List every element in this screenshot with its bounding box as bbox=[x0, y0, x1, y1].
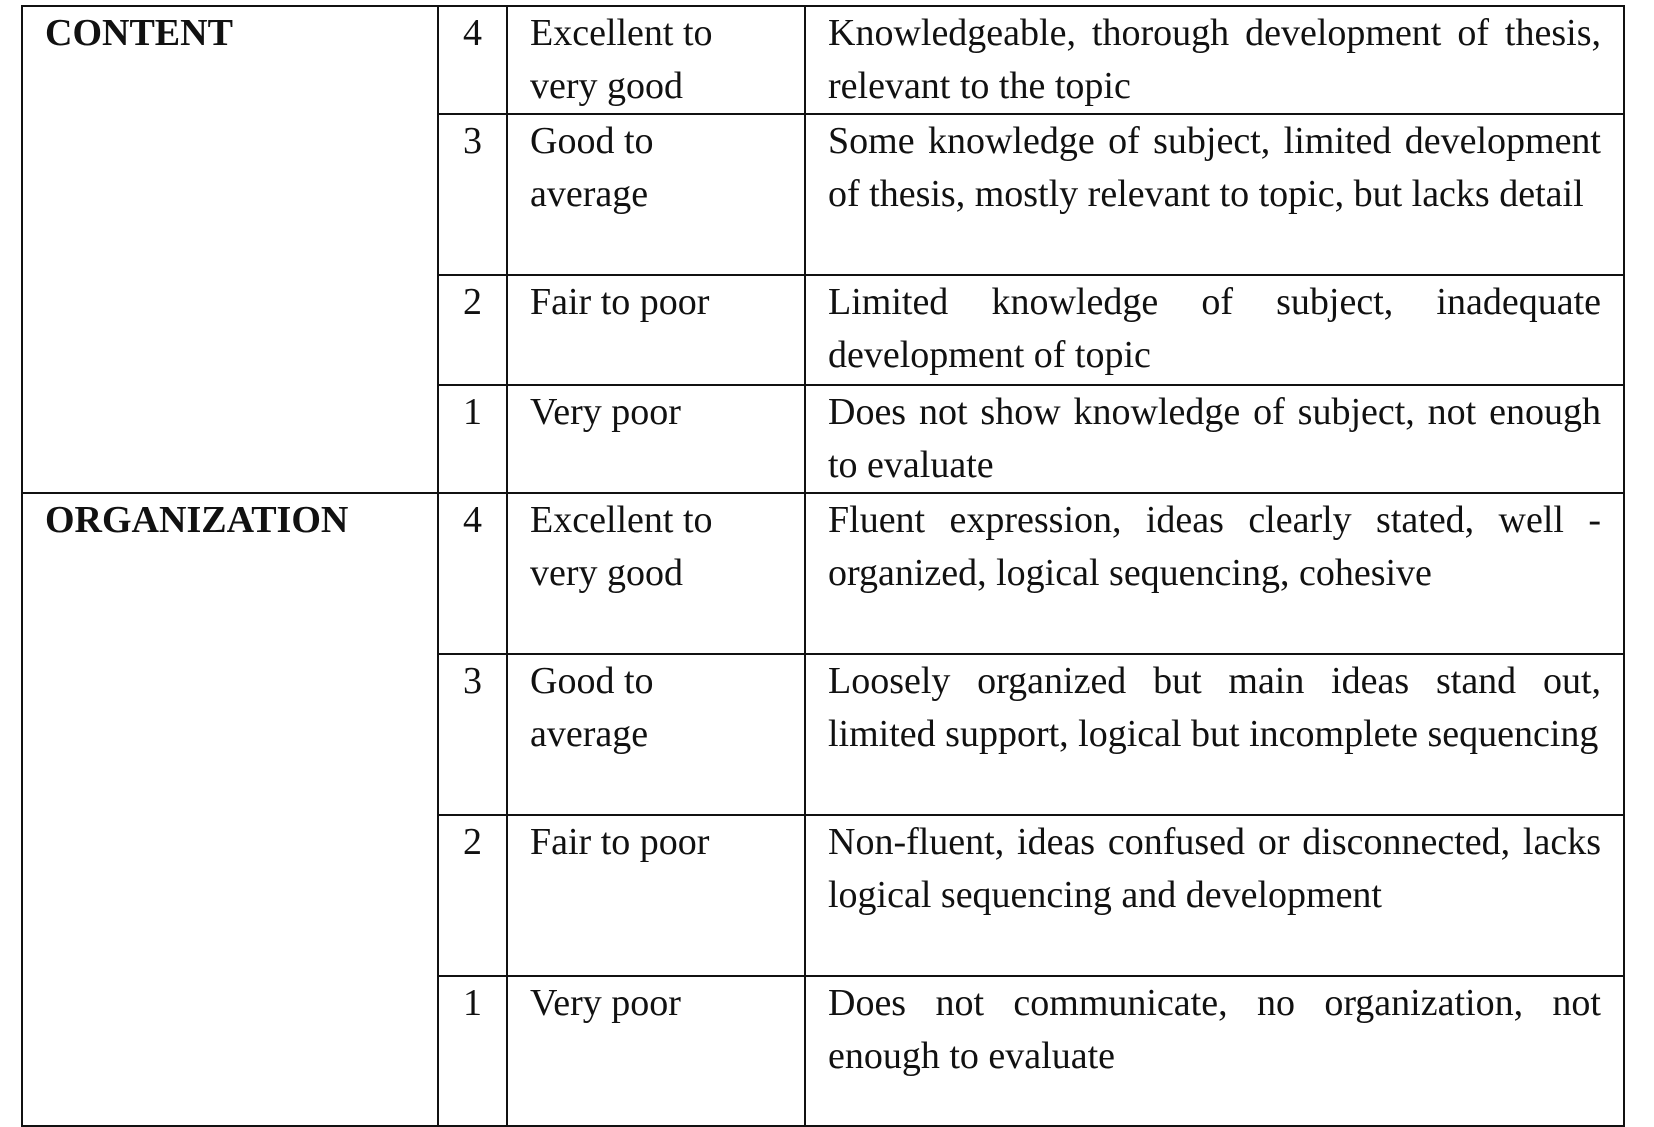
score-cell: 1 bbox=[438, 976, 507, 1126]
description-cell: Does not show knowledge of subject, not enough to evaluate bbox=[805, 385, 1624, 493]
category-cell: CONTENT bbox=[22, 6, 438, 114]
level-cell: Good to average bbox=[507, 114, 805, 275]
category-cell bbox=[22, 815, 438, 976]
table-row bbox=[22, 815, 1624, 976]
score-cell: 4 bbox=[438, 6, 507, 114]
level-cell: Very poor bbox=[507, 976, 805, 1126]
level-cell: Fair to poor bbox=[507, 815, 805, 976]
description-cell: Loosely organized but main ideas stand out, limited support, logical but incomplete sequencing bbox=[805, 654, 1624, 815]
category-cell: ORGANIZATION bbox=[22, 493, 438, 654]
description-cell: Non-fluent, ideas confused or disconnected, lacks logical sequencing and development bbox=[805, 815, 1624, 976]
table-row bbox=[22, 385, 1624, 493]
score-cell: 2 bbox=[438, 275, 507, 385]
description-cell: Some knowledge of subject, limited development of thesis, mostly relevant to topic, but lacks detail bbox=[805, 114, 1624, 275]
table-row bbox=[22, 275, 1624, 385]
level-cell: Fair to poor bbox=[507, 275, 805, 385]
category-cell bbox=[22, 275, 438, 385]
description-cell: Does not communicate, no organization, not enough to evaluate bbox=[805, 976, 1624, 1126]
category-cell bbox=[22, 654, 438, 815]
category-cell bbox=[22, 114, 438, 275]
table-row bbox=[22, 6, 1624, 114]
description-cell: Fluent expression, ideas clearly stated, well -organized, logical sequencing, cohesive bbox=[805, 493, 1624, 654]
level-cell: Good to average bbox=[507, 654, 805, 815]
score-cell: 3 bbox=[438, 114, 507, 275]
rubric-table bbox=[21, 5, 1625, 1127]
score-cell: 2 bbox=[438, 815, 507, 976]
category-cell bbox=[22, 976, 438, 1126]
table-row bbox=[22, 114, 1624, 275]
description-cell: Knowledgeable, thorough development of thesis, relevant to the topic bbox=[805, 6, 1624, 114]
table-row bbox=[22, 493, 1624, 654]
description-cell: Limited knowledge of subject, inadequate development of topic bbox=[805, 275, 1624, 385]
level-cell: Excellent to very good bbox=[507, 493, 805, 654]
score-cell: 3 bbox=[438, 654, 507, 815]
table-row bbox=[22, 654, 1624, 815]
category-cell bbox=[22, 385, 438, 493]
score-cell: 1 bbox=[438, 385, 507, 493]
score-cell: 4 bbox=[438, 493, 507, 654]
level-cell: Excellent to very good bbox=[507, 6, 805, 114]
level-cell: Very poor bbox=[507, 385, 805, 493]
table-row bbox=[22, 976, 1624, 1126]
